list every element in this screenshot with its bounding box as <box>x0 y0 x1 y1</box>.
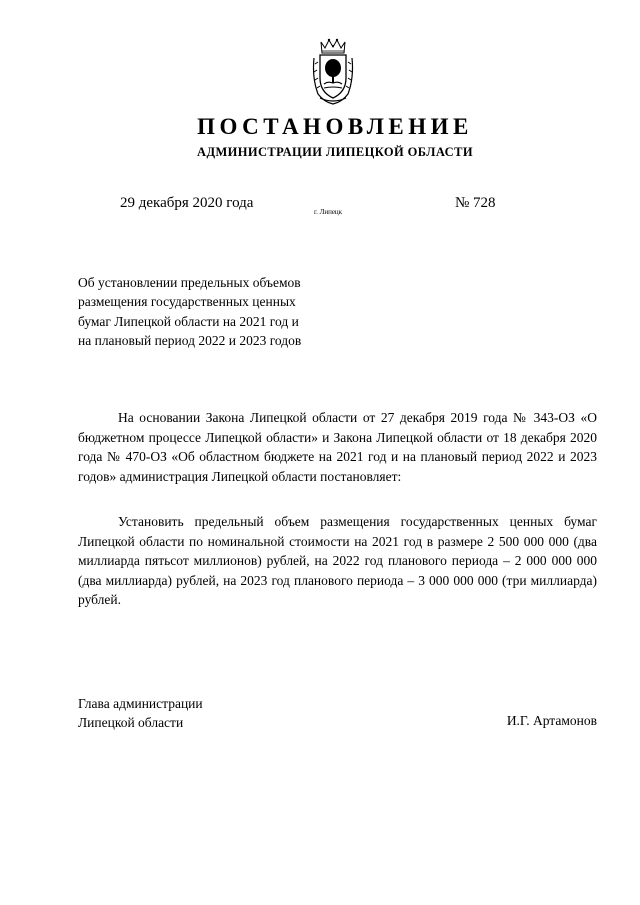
document-subject <box>78 273 358 350</box>
signatory-name: И.Г. Артамонов <box>506 713 597 728</box>
body-paragraph-basis: На основании Закона Липецкой области от 27 декабря 2019 года № 343-ОЗ «О бюджетном процессе Липецкой области» и Закона Липецкой области от 18 декабря 2020 года № 470-ОЗ «Об областном бюджете на 2021 год и на плановый период 2022 и 2023 годов» администрация Липецкой области постановляет: <box>78 410 597 484</box>
subject-line: Об установлении предельных объемов <box>78 275 301 290</box>
subject-line: на плановый период 2022 и 2023 годов <box>78 332 302 348</box>
body-paragraph-decision: Установить предельный объем размещения государственных ценных бумаг Липецкой области по номинальной стоимости на 2021 год в размере 2 500 000 000 (два миллиарда пятьсот миллионов) рублей, на 2022 год планового периода – 2 000 000 000 (два миллиарда) рублей, на 2023 год планового периода – 3 000 000 000 (три миллиарда) рублей. <box>78 514 597 607</box>
document-title: ПОСТАНОВЛЕНИЕ <box>197 114 473 139</box>
document-date: 29 декабря 2020 года <box>120 195 254 211</box>
document-city: г. Липецк <box>314 208 343 216</box>
signatory-position-line: Липецкой области <box>78 715 184 730</box>
signatory-position <box>78 694 203 732</box>
document-number: № 728 <box>455 195 496 211</box>
document-issuer: АДМИНИСТРАЦИИ ЛИПЕЦКОЙ ОБЛАСТИ <box>197 145 473 159</box>
coat-of-arms-icon <box>310 38 356 106</box>
subject-line: бумаг Липецкой области на 2021 год и <box>78 313 299 329</box>
subject-line: размещения государственных ценных <box>78 294 296 310</box>
signatory-position-line: Глава администрации <box>78 696 203 711</box>
